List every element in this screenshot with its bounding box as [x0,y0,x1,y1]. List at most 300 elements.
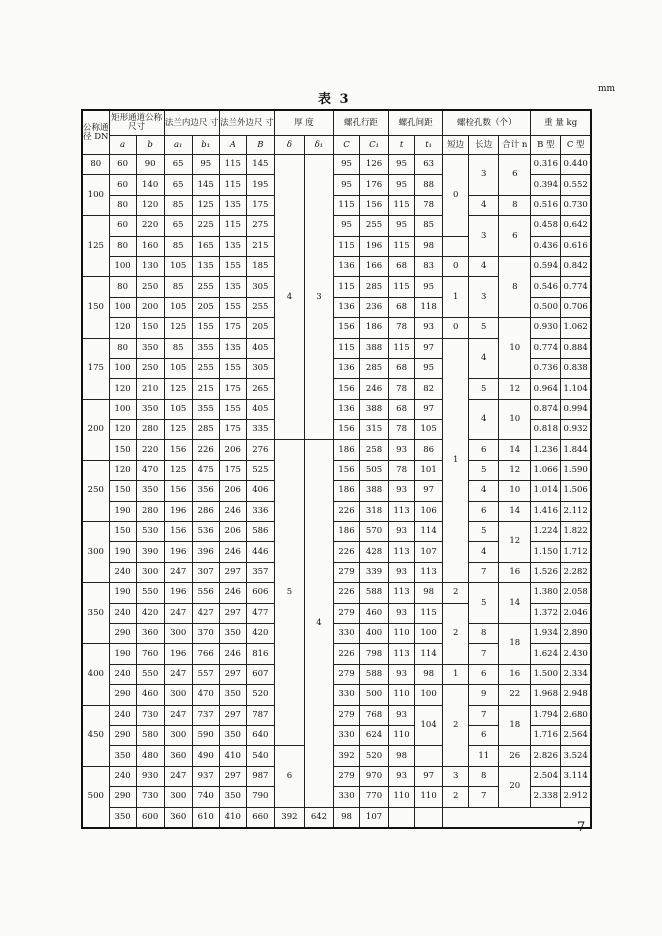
bolt-long-cell: 8 [469,623,499,643]
weight-c-cell: 1.506 [561,481,591,501]
hole-cell: 93 [389,603,415,623]
hole-t1-cell: 95 [415,358,443,378]
dim-cell: 90 [136,155,164,175]
weight-b-cell: 0.964 [531,379,561,399]
hole-cell: 95 [389,175,415,195]
header-inner: 法兰内边尺 寸 [164,110,219,136]
weight-c-cell: 1.590 [561,460,591,480]
dim-cell: 120 [109,420,136,440]
dim-cell: 115 [219,155,246,175]
dim-cell: 766 [192,644,219,664]
weight-c-cell: 2.912 [561,787,591,807]
hole-cell: 768 [360,705,389,725]
dn-cell: 250 [82,460,109,521]
hole-t1-cell: 97 [415,399,443,419]
dim-cell: 150 [136,318,164,338]
dim-cell: 406 [246,481,274,501]
dim-cell: 790 [246,787,274,807]
dim-cell: 247 [164,664,192,684]
bolt-total-cell: 12 [499,379,531,399]
table-row [82,440,591,460]
weight-b-cell: 1.066 [531,460,561,480]
bolt-total-cell: 22 [499,685,531,705]
dim-cell: 300 [164,685,192,705]
dim-cell: 240 [109,705,136,725]
dim-cell: 105 [164,256,192,276]
dim-cell: 135 [192,256,219,276]
weight-b-cell: 0.394 [531,175,561,195]
dim-cell: 210 [136,379,164,399]
dim-cell: 540 [246,746,274,766]
hole-t1-cell: 97 [415,481,443,501]
bolt-short-cell: 2 [443,685,469,767]
bolt-total-cell: 10 [499,481,531,501]
dim-cell: 60 [109,175,136,195]
dim-cell: 247 [164,766,192,786]
hole-cell: 78 [389,420,415,440]
dim-cell: 297 [219,705,246,725]
dim-cell: 350 [219,685,246,705]
weight-c-cell: 0.552 [561,175,591,195]
dim-cell: 125 [164,460,192,480]
weight-b-cell: 0.818 [531,420,561,440]
dim-cell: 255 [192,358,219,378]
header-rect: 矩形通道公称尺寸 [109,110,164,136]
table-row [82,460,591,480]
dim-cell: 60 [109,155,136,175]
dim-cell: 286 [192,501,219,521]
table-row [82,256,591,276]
hole-cell: 115 [389,236,415,256]
dim-cell: 590 [192,725,219,745]
dim-cell: 350 [219,725,246,745]
dim-cell: 640 [246,725,274,745]
hole-t1-cell: 114 [415,644,443,664]
header-dn: 公称通径 DN [82,110,109,155]
dim-cell: 280 [136,420,164,440]
hole-cell: 460 [360,603,389,623]
bolt-long-cell: 4 [469,256,499,276]
weight-b-cell: 1.968 [531,685,561,705]
table-row [82,501,591,521]
hole-cell: 500 [360,685,389,705]
dim-cell: 356 [192,481,219,501]
weight-b-cell: 1.014 [531,481,561,501]
dim-cell: 290 [109,685,136,705]
hole-cell: 186 [333,440,359,460]
dim-cell: 155 [192,318,219,338]
weight-c-cell: 0.842 [561,256,591,276]
table-row [82,522,591,542]
dim-cell: 297 [219,766,246,786]
dim-cell: 246 [219,542,246,562]
dim-cell: 930 [136,766,164,786]
dim-cell: 275 [246,216,274,236]
dim-cell: 355 [192,338,219,358]
hole-cell: 68 [389,256,415,276]
dim-cell: 190 [109,542,136,562]
hole-cell: 78 [389,460,415,480]
bolt-short-cell: 2 [443,603,469,664]
hole-cell: 226 [333,583,359,603]
dim-cell: 240 [109,766,136,786]
dn-cell: 150 [82,277,109,338]
hole-cell: 392 [274,807,304,828]
dim-cell: 557 [192,664,219,684]
hole-t1-cell: 100 [415,623,443,643]
subheader-cell: C [333,136,359,155]
dim-cell: 250 [136,358,164,378]
dim-cell: 125 [164,379,192,399]
bolt-short-cell: 2 [443,583,469,603]
dim-cell: 390 [136,542,164,562]
dim-cell: 240 [109,664,136,684]
subheader-cell: 合计 n [499,136,531,155]
hole-cell: 115 [333,338,359,358]
hole-cell: 98 [389,746,415,766]
bolt-short-cell: 0 [443,256,469,276]
dim-cell: 730 [136,787,164,807]
weight-b-cell: 0.458 [531,216,561,236]
weight-c-cell: 3.524 [561,746,591,766]
hole-t1-cell: 98 [415,583,443,603]
hole-cell: 113 [389,644,415,664]
dim-cell: 470 [192,685,219,705]
dim-cell: 196 [164,583,192,603]
dim-cell: 80 [109,236,136,256]
dim-cell: 100 [109,297,136,317]
weight-b-cell: 2.504 [531,766,561,786]
dim-cell: 525 [246,460,274,480]
dim-cell: 937 [192,766,219,786]
hole-cell: 136 [333,358,359,378]
weight-c-cell: 2.890 [561,623,591,643]
hole-cell: 110 [389,725,415,745]
bolt-long-cell: 7 [469,644,499,664]
bolt-long-cell: 4 [469,195,499,215]
hole-cell: 95 [333,175,359,195]
dim-cell: 125 [164,420,192,440]
dim-cell: 787 [246,705,274,725]
dim-cell: 246 [219,644,246,664]
dim-cell: 246 [219,501,246,521]
subheader-cell: 长边 [469,136,499,155]
bolt-total-cell: 16 [499,562,531,582]
hole-cell: 186 [333,481,359,501]
subheader-cell: B 型 [531,136,561,155]
bolt-short-cell: 2 [443,787,469,807]
hole-t1-cell: 88 [415,175,443,195]
thickness-d-cell: 4 [274,155,304,440]
bolt-long-cell: 6 [469,725,499,745]
weight-c-cell: 2.058 [561,583,591,603]
weight-c-cell: 2.334 [561,664,591,684]
bolt-total-cell: 12 [499,460,531,480]
dim-cell: 350 [136,399,164,419]
dim-cell: 140 [136,175,164,195]
weight-c-cell: 2.564 [561,725,591,745]
hole-cell: 136 [333,256,359,276]
dim-cell: 255 [246,297,274,317]
dim-cell: 85 [164,277,192,297]
hole-cell: 279 [333,664,359,684]
dim-cell: 477 [246,603,274,623]
hole-t1-cell: 105 [415,420,443,440]
dn-cell: 200 [82,399,109,460]
dim-cell: 405 [246,399,274,419]
dim-cell: 120 [136,195,164,215]
hole-t1-cell: 115 [415,603,443,623]
hole-t1-cell: 118 [415,297,443,317]
bolt-total-cell: 8 [499,195,531,215]
hole-cell: 78 [389,379,415,399]
hole-cell: 318 [360,501,389,521]
table-row [82,766,591,786]
dim-cell: 335 [246,420,274,440]
dim-cell: 60 [109,216,136,236]
weight-b-cell: 0.316 [531,155,561,175]
weight-c-cell: 0.440 [561,155,591,175]
hole-cell: 115 [389,277,415,297]
weight-b-cell: 1.236 [531,440,561,460]
dim-cell: 360 [164,746,192,766]
bolt-long-cell: 5 [469,583,499,624]
hole-cell: 279 [333,766,359,786]
weight-b-cell: 0.736 [531,358,561,378]
hole-t1-cell: 97 [415,338,443,358]
subheader-cell: t₁ [415,136,443,155]
hole-cell: 95 [333,216,359,236]
weight-c-cell: 1.104 [561,379,591,399]
dim-cell: 226 [192,440,219,460]
weight-c-cell: 1.844 [561,440,591,460]
table-row [82,705,591,725]
bolt-short-cell: 1 [443,664,469,684]
dim-cell: 196 [164,542,192,562]
subheader-cell: C 型 [561,136,591,155]
hole-cell: 93 [389,562,415,582]
hole-t1-cell: 97 [415,766,443,786]
dim-cell: 420 [246,623,274,643]
weight-c-cell: 2.282 [561,562,591,582]
dim-cell: 460 [136,685,164,705]
dim-cell: 350 [109,746,136,766]
hole-cell: 78 [389,318,415,338]
dim-cell: 156 [164,440,192,460]
weight-b-cell: 1.416 [531,501,561,521]
table-row [82,379,591,399]
hole-cell: 279 [333,603,359,623]
hole-cell: 339 [360,562,389,582]
dim-cell: 586 [246,522,274,542]
bolt-long-cell: 9 [469,685,499,705]
weight-b-cell: 1.716 [531,725,561,745]
hole-cell: 246 [360,379,389,399]
dim-cell: 240 [109,603,136,623]
weight-c-cell: 2.046 [561,603,591,623]
dim-cell: 357 [246,562,274,582]
dim-cell: 85 [164,236,192,256]
bolt-long-cell: 6 [469,440,499,460]
hole-cell: 156 [333,460,359,480]
subheader-cell: δ [274,136,304,155]
hole-cell: 520 [360,746,389,766]
hole-cell: 115 [333,277,359,297]
dim-cell: 410 [219,807,246,828]
thickness-d-cell: 6 [274,746,304,807]
dim-cell: 730 [136,705,164,725]
header-row [82,110,591,136]
hole-cell: 156 [333,318,359,338]
dim-cell: 740 [192,787,219,807]
dim-cell: 165 [192,236,219,256]
dim-cell: 556 [192,583,219,603]
dim-cell: 120 [109,379,136,399]
dim-cell: 135 [219,236,246,256]
weight-c-cell: 0.706 [561,297,591,317]
hole-cell: 624 [360,725,389,745]
hole-cell: 258 [360,440,389,460]
dim-cell: 105 [164,297,192,317]
dim-cell: 115 [219,216,246,236]
dim-cell: 190 [109,583,136,603]
dim-cell: 607 [246,664,274,684]
weight-c-cell: 0.884 [561,338,591,358]
hole-cell: 113 [389,583,415,603]
dim-cell: 760 [136,644,164,664]
dim-cell: 360 [136,623,164,643]
hole-cell: 156 [333,379,359,399]
header-hole-row: 螺孔行距 [333,110,388,136]
hole-t1-cell: 110 [415,787,443,807]
weight-b-cell: 1.794 [531,705,561,725]
hole-cell: 279 [333,562,359,582]
hole-t1-cell: 100 [415,685,443,705]
dim-cell: 190 [109,501,136,521]
bolt-long-cell: 3 [469,277,499,318]
dim-cell: 490 [192,746,219,766]
dim-cell: 100 [109,256,136,276]
dn-cell: 125 [82,216,109,277]
dim-cell: 105 [164,358,192,378]
hole-cell: 505 [360,460,389,480]
weight-b-cell [389,807,415,828]
dim-cell: 420 [136,603,164,623]
weight-c-cell: 0.838 [561,358,591,378]
hole-t1-cell [415,746,443,766]
hole-cell: 115 [389,195,415,215]
bolt-long-cell: 5 [469,379,499,399]
bolt-total-cell: 16 [499,664,531,684]
dim-cell: 115 [219,175,246,195]
table-row [82,155,591,175]
subheader-cell: t [389,136,415,155]
weight-c-cell: 0.730 [561,195,591,215]
weight-b-cell: 1.624 [531,644,561,664]
dim-cell: 370 [192,623,219,643]
dim-cell: 156 [164,481,192,501]
weight-b-cell: 2.826 [531,746,561,766]
hole-t1-cell: 63 [415,155,443,175]
dim-cell: 285 [192,420,219,440]
weight-c-cell: 2.680 [561,705,591,725]
bolt-long-cell: 7 [469,562,499,582]
hole-t1-cell: 114 [415,522,443,542]
bolt-total-cell: 14 [499,440,531,460]
dim-cell: 220 [136,216,164,236]
dim-cell: 410 [219,746,246,766]
bolt-long-cell: 5 [469,522,499,542]
dim-cell: 80 [109,195,136,215]
dim-cell: 120 [109,460,136,480]
weight-c-cell: 1.062 [561,318,591,338]
bolt-long-cell: 3 [469,155,499,196]
dim-cell: 100 [109,358,136,378]
weight-b-cell: 0.774 [531,338,561,358]
hole-cell: 93 [389,522,415,542]
dim-cell: 350 [219,787,246,807]
dim-cell: 196 [164,644,192,664]
subheader-cell: C₁ [360,136,389,155]
bolt-long-cell: 6 [469,664,499,684]
hole-cell: 798 [360,644,389,664]
hole-t1-cell: 101 [415,460,443,480]
weight-c-cell: 1.822 [561,522,591,542]
dim-cell: 205 [246,318,274,338]
weight-c-cell: 2.112 [561,501,591,521]
weight-b-cell: 1.500 [531,664,561,684]
dim-cell: 225 [192,216,219,236]
weight-b-cell: 1.526 [531,562,561,582]
dim-cell: 305 [246,358,274,378]
subheader-cell: 短边 [443,136,469,155]
bolt-total-cell: 14 [499,501,531,521]
dim-cell: 336 [246,501,274,521]
hole-cell: 642 [304,807,333,828]
table-row [82,583,591,603]
dim-cell: 206 [219,522,246,542]
weight-c-cell: 0.994 [561,399,591,419]
weight-c-cell: 2.430 [561,644,591,664]
hole-cell: 770 [360,787,389,807]
table-row [82,481,591,501]
hole-cell: 95 [389,155,415,175]
dim-cell: 987 [246,766,274,786]
table-row [82,318,591,338]
bolt-long-cell: 3 [469,216,499,257]
weight-b-cell: 1.150 [531,542,561,562]
weight-b-cell: 1.224 [531,522,561,542]
hole-cell: 126 [360,155,389,175]
dim-cell: 610 [192,807,219,828]
dim-cell: 190 [109,644,136,664]
dim-cell: 350 [136,338,164,358]
hole-t1-cell: 98 [415,664,443,684]
hole-cell: 330 [333,725,359,745]
dim-cell: 300 [136,562,164,582]
hole-cell: 388 [360,399,389,419]
subheader-cell: b [136,136,164,155]
dim-cell: 156 [164,522,192,542]
dim-cell: 175 [246,195,274,215]
hole-cell: 176 [360,175,389,195]
hole-cell: 110 [389,787,415,807]
hole-cell: 226 [333,644,359,664]
header-hole-pitch: 螺孔间距 [389,110,443,136]
dim-cell: 135 [219,277,246,297]
bolt-long-cell: 6 [469,501,499,521]
weight-b-cell: 0.436 [531,236,561,256]
